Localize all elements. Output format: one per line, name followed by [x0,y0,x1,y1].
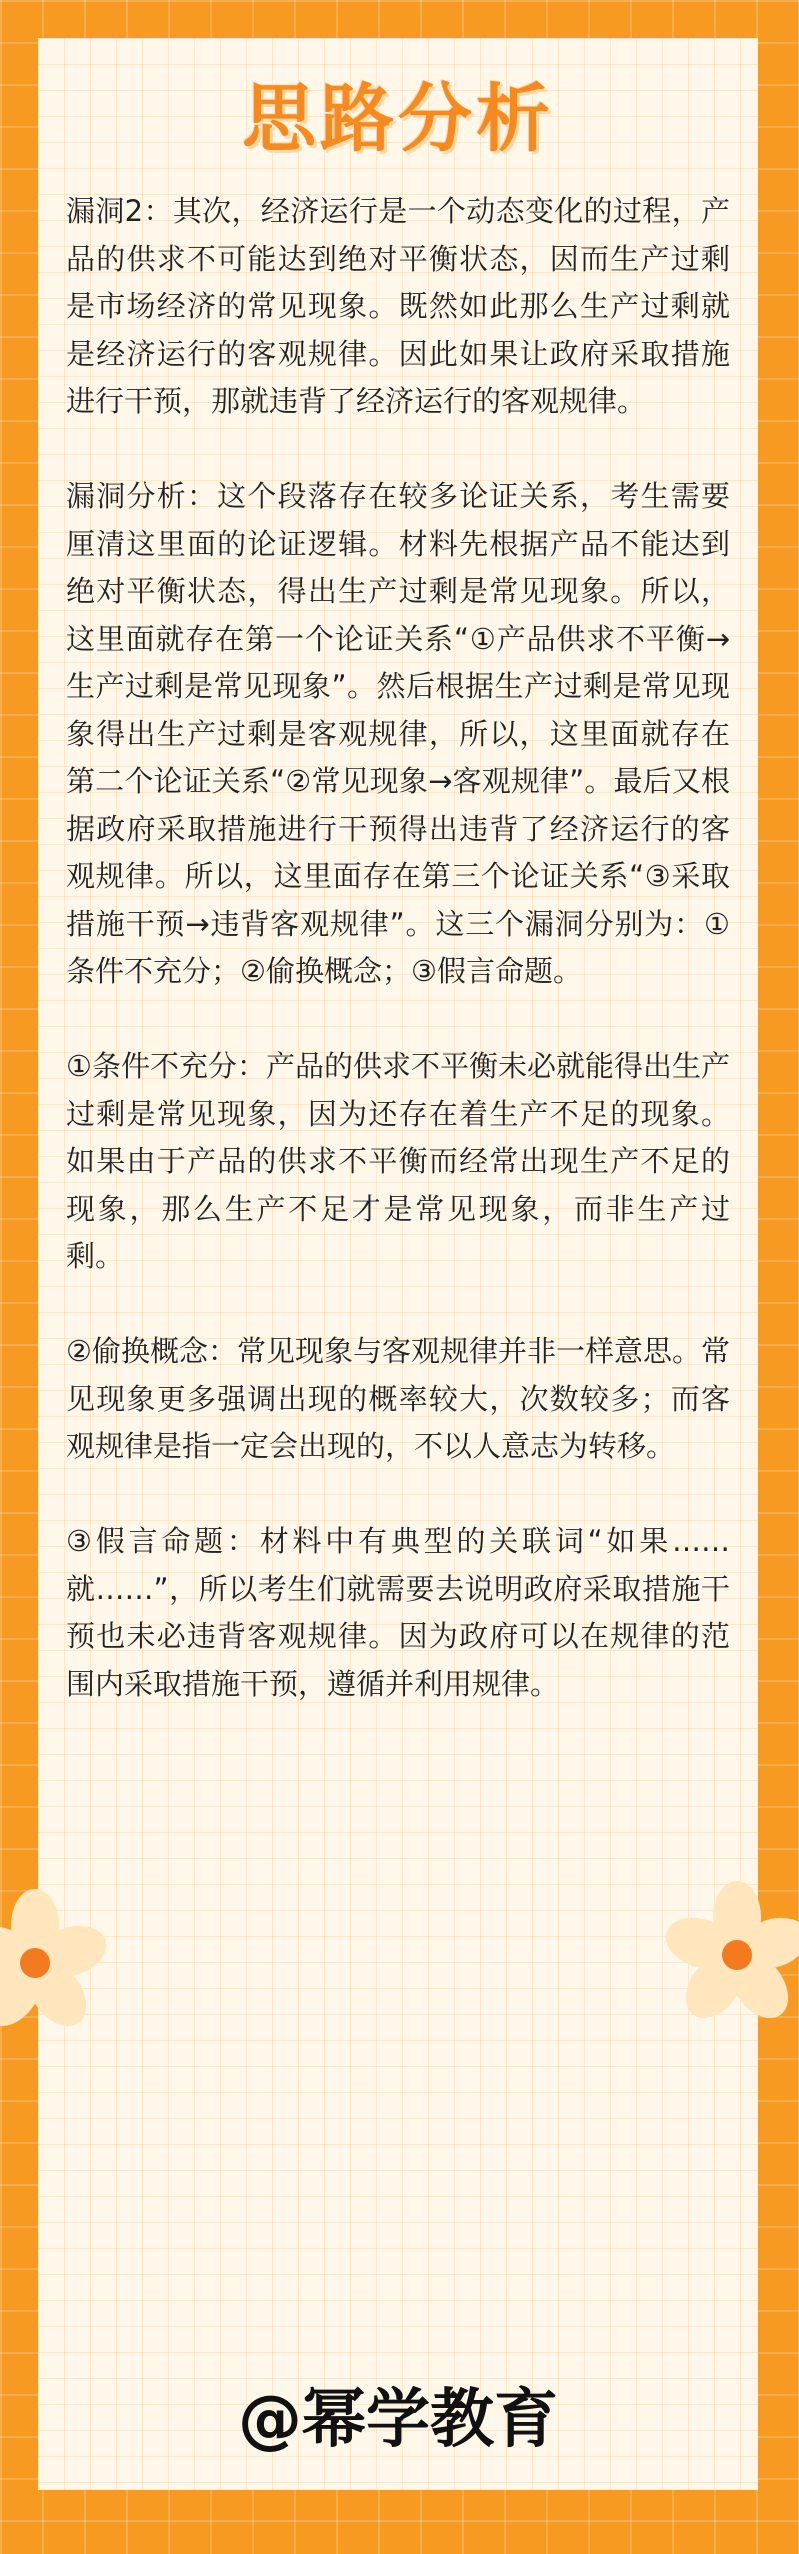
paragraph-hypothetical-proposition: ③假言命题：材料中有典型的关联词“如果……就……”，所以考生们就需要去说明政府采取措施干预也未必违背客观规律。因为政府可以在规律的范围内采取措施干预，遵循并利用规律。 [66,1524,730,1701]
flower-icon-left [0,1888,110,2038]
flower-icon-right [662,1880,799,2030]
paragraph-loophole-2: 漏洞2：其次，经济运行是一个动态变化的过程，产品的供求不可能达到绝对平衡状态，因而生产过剩是市场经济的常见现象。既然如此那么生产过剩就是经济运行的客观规律。因此如果让政府采取措施进行干预，那就违背了经济运行的客观规律。 [66,194,730,418]
paragraph-loophole-analysis: 漏洞分析：这个段落存在较多论证关系，考生需要厘清这里面的论证逻辑。材料先根据产品不能达到绝对平衡状态，得出生产过剩是常见现象。所以，这里面就存在第一个论证关系“①产品供求不平衡→生产过剩是常见现象”。然后根据生产过剩是常见现象得出生产过剩是客观规律，所以，这里面就存在第二个论证关系“②常见现象→客观规律”。最后又根据政府采取措施进行干预得出违背了经济运行的客观规律。所以，这里面存在第三个论证关系“③采取措施干预→违背客观规律”。这三个漏洞分别为：①条件不充分；②偷换概念；③假言命题。 [66,479,730,988]
article-body [66,188,730,1756]
content-card [38,38,758,2490]
paragraph-concept-substitution: ②偷换概念：常见现象与客观规律并非一样意思。常见现象更多强调出现的概率较大，次数较多；而客观规律是指一定会出现的，不以人意志为转移。 [66,1334,730,1463]
footer-brand: @幂学教育 [238,2383,558,2457]
paragraph-insufficient-condition: ①条件不充分：产品的供求不平衡未必就能得出生产过剩是常见现象，因为还存在着生产不足的现象。如果由于产品的供求不平衡而经常出现生产不足的现象，那么生产不足才是常见现象，而非生产过剩。 [66,1049,730,1273]
page-title: 思路分析 [242,76,554,162]
